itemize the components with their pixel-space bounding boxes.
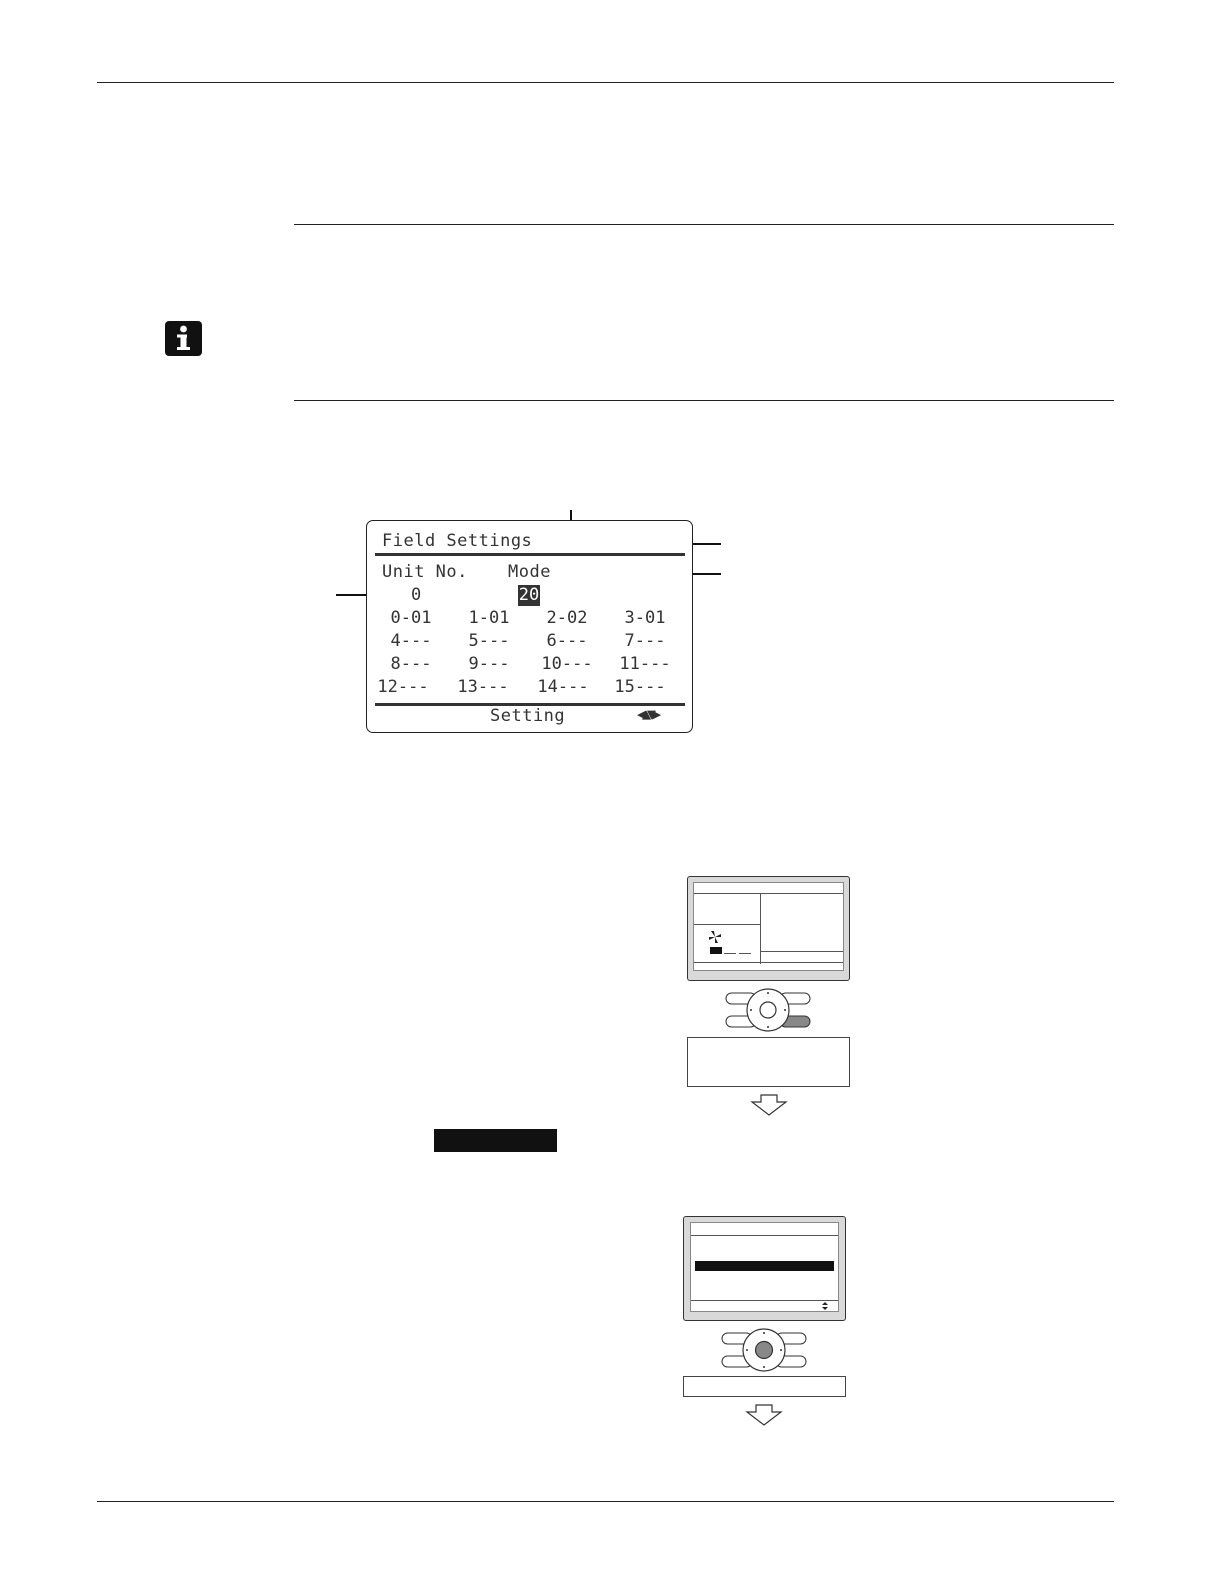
- setting-cell: 9---: [468, 654, 510, 674]
- setting-cell: 7---: [624, 631, 666, 651]
- note-bottom-rule: [294, 400, 1114, 401]
- note-top-rule: [294, 224, 1114, 225]
- scroll-arrows-icon: [821, 1302, 829, 1310]
- setting-cell: 4---: [390, 631, 432, 651]
- highlight-bar: [434, 1129, 557, 1152]
- step-box: [687, 1037, 850, 1087]
- selected-row: [695, 1261, 834, 1271]
- divider: [760, 951, 843, 952]
- divider: [694, 893, 843, 894]
- setting-cell: 3-01: [624, 608, 666, 628]
- header-rule: [97, 82, 1114, 83]
- setting-cell: 8---: [390, 654, 432, 674]
- unit-no-value[interactable]: 0: [411, 585, 422, 605]
- footer-rule: [97, 1501, 1114, 1502]
- screen-inner: [693, 882, 844, 971]
- field-settings-screen: [366, 520, 693, 733]
- divider: [694, 924, 760, 925]
- controller-buttons: [724, 987, 812, 1033]
- nav-arrows-icon: ◀▲▼▶: [637, 705, 658, 723]
- unit-no-label: Unit No.: [382, 562, 468, 582]
- setting-cell: 15---: [614, 677, 666, 697]
- setting-cell: 5---: [468, 631, 510, 651]
- setting-cell: 2-02: [546, 608, 588, 628]
- remote-screen-basic: [687, 876, 850, 981]
- setting-cell: 13---: [457, 677, 509, 697]
- setting-cell: 1-01: [468, 608, 510, 628]
- remote-screen-menu: [683, 1216, 846, 1321]
- setting-cell: 14---: [537, 677, 589, 697]
- mode-label: Mode: [508, 562, 551, 582]
- divider: [691, 1235, 838, 1236]
- setting-cell: 12---: [377, 677, 429, 697]
- info-icon: [165, 321, 202, 356]
- down-arrow-icon: [745, 1404, 783, 1426]
- screen-title: Field Settings: [382, 531, 533, 551]
- setting-cell: 10---: [541, 654, 593, 674]
- down-arrow-icon: [750, 1094, 788, 1116]
- divider: [760, 894, 761, 964]
- setting-cell: 0-01: [390, 608, 432, 628]
- controller-buttons: [720, 1327, 808, 1373]
- title-rule: [375, 553, 685, 556]
- mode-value[interactable]: 20: [518, 585, 540, 605]
- screen-inner: [690, 1222, 839, 1312]
- fan-icon: [708, 930, 722, 944]
- setting-cell: 6---: [546, 631, 588, 651]
- setting-cell: 11---: [619, 654, 671, 674]
- divider: [691, 1300, 838, 1301]
- footer-label: Setting: [490, 706, 566, 726]
- level-dash: [739, 953, 751, 954]
- divider: [694, 962, 843, 963]
- step-box: [683, 1376, 846, 1397]
- level-dash: [724, 953, 736, 954]
- level-bar: [710, 947, 722, 954]
